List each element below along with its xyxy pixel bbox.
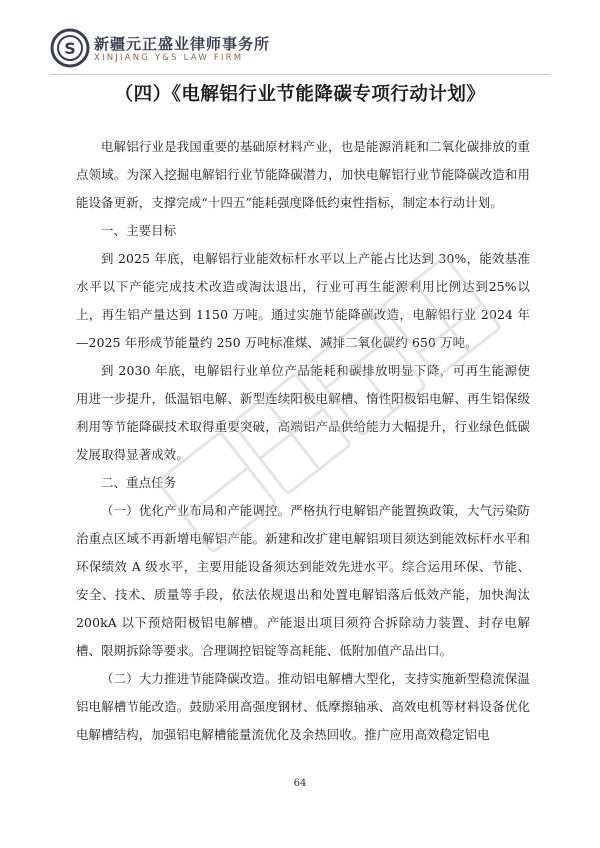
section-heading-goals: 一、主要目标 <box>101 223 177 238</box>
page-title: （四）《电解铝行业节能降碳专项行动计划》 <box>114 84 486 105</box>
firm-name-en: XINJIANG Y&S LAW FIRM <box>94 53 244 63</box>
paragraph-goals-2030: 到 2030 年底，电解铝行业单位产品能耗和碳排放明显下降，可再生能源使用进一步提升，低温铝电解、新型连续阳极电解槽、惰性阳极铝电解、再生铝保级利用等节能降碳技术取得重要突破，高端铝产品供给能力大幅提升，行业绿色低碳发展取得显著成效。 <box>76 363 530 462</box>
logo-letter: S <box>64 39 76 58</box>
firm-name: 新疆元正盛业律师事务所 <box>94 35 271 53</box>
header-divider <box>50 74 550 75</box>
page-number: 64 <box>293 778 307 789</box>
paragraph-task-1: （一）优化产业布局和产能调控。严格执行电解铝产能置换政策，大气污染防治重点区域不再新增电解铝产能。新建和改扩建电解铝项目须达到能效标杆水平和环保绩效 A 级水平，主要用能设备须达到能效先进水平。综合运用环保、节能、安全、技术、质量等手段，依法依规退出和处置电解铝落后低效产能，加快淘汰 200kA 以下预焙阳极铝电解槽。产能退出项目须符合拆除动力装置、封存电解槽、限期拆除等要求。合理调控铝锭等高耗能、低附加值产品出口。 <box>76 503 530 658</box>
paragraph-task-2: （二）大力推进节能降碳改造。推动铝电解槽大型化，支持实施新型稳流保温铝电解槽节能改造。鼓励采用高强度钢材、低摩擦轴承、高效电机等材料设备优化电解槽结构，加强铝电解槽能量流优化及余热回收。推广应用高效稳定铝电 <box>76 671 530 742</box>
paragraph-intro: 电解铝行业是我国重要的基础原材料产业，也是能源消耗和二氧化碳排放的重点领域。为深入挖掘电解铝行业节能降碳潜力，加快电解铝行业节能降碳改造和用能设备更新，支撑完成“十四五”能耗强度降低约束性指标，制定本行动计划。 <box>76 139 530 210</box>
firm-logo-icon <box>50 28 90 68</box>
section-heading-tasks: 二、重点任务 <box>101 475 177 490</box>
paragraph-goals-2025: 到 2025 年底，电解铝行业能效标杆水平以上产能占比达到 30%，能效基准水平以下产能完成技术改造或淘汰退出，行业可再生能源利用比例达到25%以上，再生铝产量达到 1150 万吨。通过实施节能降碳改造，电解铝行业 2024 年—2025 年形成节能量约 250 万吨标准煤、减排二氧化碳约 650 万吨。 <box>76 251 530 350</box>
